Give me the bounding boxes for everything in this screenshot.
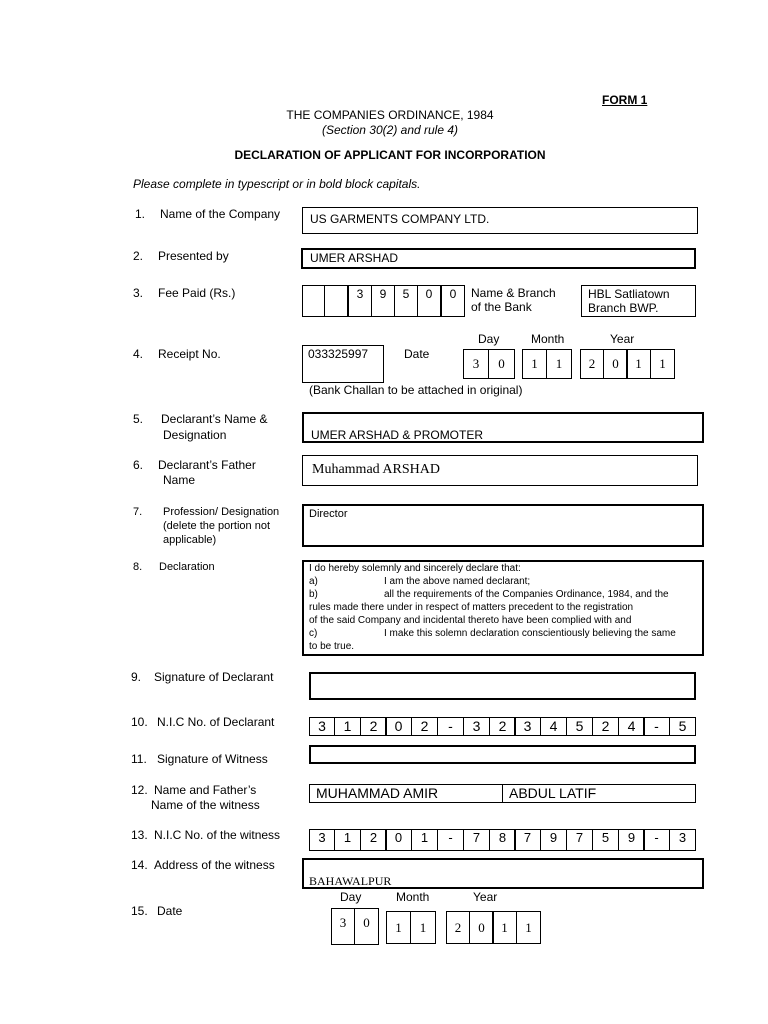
witness-nic-digit-11[interactable]: 7: [566, 829, 593, 851]
receipt-day-label: Day: [478, 332, 500, 346]
witness-nic-digit-13[interactable]: 9: [618, 829, 645, 851]
date-year-digit-3[interactable]: 1: [492, 911, 517, 944]
field-1-label: Name of the Company: [160, 207, 281, 221]
witness-nic-digit-1[interactable]: 3: [309, 829, 335, 851]
field-12-label-line-2: Name of the witness: [151, 798, 260, 812]
declaration-c-key: c): [309, 628, 318, 639]
declarant-nic-digit-11[interactable]: 5: [566, 717, 593, 736]
field-6-number: 6.: [133, 458, 144, 472]
date-day-digit-1[interactable]: 3: [331, 908, 355, 945]
declarant-nic-cells[interactable]: [309, 717, 696, 736]
date-year-digit-1[interactable]: 2: [446, 911, 470, 944]
witness-nic-digit-9[interactable]: 7: [514, 829, 541, 851]
witness-nic-digit-5[interactable]: 1: [411, 829, 438, 851]
witness-nic-digit-4[interactable]: 0: [385, 829, 412, 851]
field-7-label-line-3: applicable): [163, 534, 217, 546]
field-4-number: 4.: [133, 347, 144, 361]
declaration-c-text: I make this solemn declaration conscientiously believing the same: [384, 628, 676, 639]
witness-father-value: ABDUL LATIF: [509, 785, 597, 801]
declarant-nic-digit-8[interactable]: 2: [489, 717, 516, 736]
declarant-name-value: UMER ARSHAD & PROMOTER: [311, 428, 484, 442]
presented-by-field[interactable]: [301, 248, 696, 269]
date-month-digit-1[interactable]: 1: [386, 911, 411, 944]
witness-address-field[interactable]: [302, 858, 704, 889]
date-month-label: Month: [396, 890, 430, 904]
instructions: Please complete in typescript or in bold block capitals.: [133, 177, 421, 191]
receipt-month-cells[interactable]: [522, 349, 572, 379]
field-8-number: 8.: [133, 561, 143, 573]
declarant-name-field[interactable]: [302, 412, 704, 443]
field-7-label-line-2: (delete the portion not: [163, 520, 271, 532]
declaration-a-text: I am the above named declarant;: [384, 576, 531, 587]
receipt-date-label: Date: [404, 347, 430, 361]
field-15-number: 15.: [131, 904, 148, 918]
declarant-nic-digit-13[interactable]: 4: [618, 717, 645, 736]
bank-label-line-1: Name & Branch: [471, 286, 556, 300]
date-year-label: Year: [473, 890, 498, 904]
field-6-label-line-2: Name: [163, 473, 196, 487]
ordinance-title: THE COMPANIES ORDINANCE, 1984: [286, 108, 494, 122]
declarant-signature-field[interactable]: [309, 672, 696, 700]
declarant-father-value: Muhammad ARSHAD: [312, 462, 440, 477]
date-day-digit-2[interactable]: 0: [354, 908, 379, 945]
declarant-nic-digit-10[interactable]: 4: [540, 717, 567, 736]
form-title: DECLARATION OF APPLICANT FOR INCORPORATION: [234, 148, 546, 162]
field-2-label: Presented by: [158, 249, 229, 263]
field-7-label-line-1: Profession/ Designation: [163, 506, 280, 518]
field-3-number: 3.: [133, 286, 144, 300]
fee-digit-3[interactable]: 3: [348, 285, 372, 317]
form-number: FORM 1: [602, 93, 648, 107]
fee-digit-6[interactable]: 0: [417, 285, 441, 317]
bank-challan-note: (Bank Challan to be attached in original): [309, 383, 523, 397]
declarant-nic-digit-12[interactable]: 2: [592, 717, 619, 736]
field-11-label: Signature of Witness: [157, 752, 268, 766]
date-year-cells[interactable]: [446, 911, 540, 944]
bank-branch-line-2: Branch BWP.: [588, 301, 659, 315]
declaration-c-text-2: to be true.: [309, 641, 355, 652]
receipt-month-label: Month: [531, 332, 565, 346]
witness-name-field[interactable]: [309, 784, 503, 803]
declarant-nic-digit-15[interactable]: 5: [669, 717, 696, 736]
presented-by-value: UMER ARSHAD: [310, 251, 399, 265]
field-11-number: 11.: [131, 752, 147, 766]
field-5-label-line-2: Designation: [163, 428, 227, 442]
declarant-nic-digit-5[interactable]: 2: [411, 717, 438, 736]
fee-digit-4[interactable]: 9: [371, 285, 395, 317]
fee-digit-5[interactable]: 5: [394, 285, 418, 317]
section-reference: (Section 30(2) and rule 4): [321, 123, 459, 137]
declarant-nic-digit-3[interactable]: 2: [360, 717, 387, 736]
field-9-number: 9.: [131, 670, 142, 684]
profession-field[interactable]: [302, 504, 704, 547]
fee-digits[interactable]: [302, 285, 465, 317]
company-name-value: US GARMENTS COMPANY LTD.: [310, 212, 490, 226]
fee-digit-2[interactable]: [324, 285, 348, 317]
profession-value: Director: [309, 508, 348, 520]
declarant-nic-digit-6[interactable]: -: [437, 717, 464, 736]
declaration-b-key: b): [309, 589, 318, 600]
date-year-digit-2[interactable]: 0: [469, 911, 494, 944]
date-day-label: Day: [340, 890, 362, 904]
witness-nic-digit-7[interactable]: 7: [463, 829, 490, 851]
field-13-label: N.I.C No. of the witness: [154, 828, 281, 842]
bank-label-line-2: of the Bank: [471, 300, 532, 314]
declarant-nic-digit-2[interactable]: 1: [334, 717, 361, 736]
field-8-label: Declaration: [159, 561, 215, 573]
fee-digit-7[interactable]: 0: [441, 285, 465, 317]
witness-nic-cells[interactable]: [309, 829, 696, 851]
receipt-day-cells[interactable]: [463, 349, 515, 379]
field-3-label: Fee Paid (Rs.): [158, 286, 236, 300]
declarant-nic-digit-9[interactable]: 3: [514, 717, 541, 736]
receipt-day-digit-1[interactable]: 3: [463, 349, 489, 379]
date-month-digit-2[interactable]: 1: [410, 911, 436, 944]
witness-father-field[interactable]: [502, 784, 696, 803]
field-14-number: 14.: [131, 858, 148, 872]
field-5-label-line-1: Declarant’s Name &: [161, 412, 268, 426]
field-7-number: 7.: [133, 506, 143, 518]
field-12-number: 12.: [131, 783, 148, 797]
witness-nic-digit-12[interactable]: 5: [592, 829, 619, 851]
witness-name-value: MUHAMMAD AMIR: [316, 785, 439, 801]
declarant-father-field[interactable]: [302, 455, 698, 486]
declaration-box: [302, 560, 704, 656]
company-name-field[interactable]: [302, 207, 698, 234]
witness-nic-digit-10[interactable]: 9: [540, 829, 567, 851]
witness-nic-digit-3[interactable]: 2: [360, 829, 387, 851]
field-2-number: 2.: [133, 249, 144, 263]
declarant-nic-digit-7[interactable]: 3: [463, 717, 490, 736]
receipt-year-digit-2[interactable]: 0: [603, 349, 628, 379]
field-5-number: 5.: [133, 412, 144, 426]
witness-nic-digit-15[interactable]: 3: [669, 829, 696, 851]
field-13-number: 13.: [131, 828, 148, 842]
field-12-label-line-1: Name and Father’s: [154, 783, 257, 797]
receipt-number-value: 033325997: [308, 347, 369, 361]
field-9-label: Signature of Declarant: [154, 670, 274, 684]
field-10-label: N.I.C No. of Declarant: [157, 715, 275, 729]
date-month-cells[interactable]: [386, 911, 436, 944]
field-14-label: Address of the witness: [154, 858, 275, 872]
witness-nic-digit-6[interactable]: -: [437, 829, 464, 851]
date-day-cells[interactable]: [331, 908, 379, 945]
declaration-intro: I do hereby solemnly and sincerely declare that:: [309, 563, 521, 574]
witness-nic-digit-8[interactable]: 8: [489, 829, 516, 851]
field-10-number: 10.: [131, 715, 148, 729]
date-year-digit-4[interactable]: 1: [516, 911, 541, 944]
field-1-number: 1.: [135, 207, 146, 221]
receipt-number-field[interactable]: [302, 345, 384, 383]
field-15-label: Date: [157, 904, 183, 918]
receipt-year-label: Year: [610, 332, 635, 346]
witness-signature-field[interactable]: [309, 745, 696, 764]
declaration-b-text-2: rules made there under in respect of matters precedent to the registration: [309, 602, 634, 613]
declaration-b-text: all the requirements of the Companies Ordinance, 1984, and the: [384, 589, 669, 600]
bank-branch-field[interactable]: [581, 285, 696, 317]
witness-address-value: BAHAWALPUR: [309, 874, 392, 888]
declarant-nic-digit-14[interactable]: -: [643, 717, 670, 736]
receipt-year-digit-1[interactable]: 2: [580, 349, 604, 379]
receipt-year-cells[interactable]: [580, 349, 674, 379]
receipt-year-digit-3[interactable]: 1: [626, 349, 651, 379]
receipt-day-digit-2[interactable]: 0: [488, 349, 515, 379]
declaration-a-key: a): [309, 576, 318, 587]
receipt-month-digit-2[interactable]: 1: [546, 349, 572, 379]
bank-branch-line-1: HBL Satliatown: [588, 287, 670, 301]
witness-nic-digit-2[interactable]: 1: [334, 829, 361, 851]
field-6-label-line-1: Declarant’s Father: [158, 458, 256, 472]
field-4-label: Receipt No.: [158, 347, 221, 361]
fee-digit-1[interactable]: [302, 285, 325, 317]
declarant-nic-digit-4[interactable]: 0: [385, 717, 412, 736]
witness-nic-digit-14[interactable]: -: [643, 829, 670, 851]
receipt-year-digit-4[interactable]: 1: [650, 349, 675, 379]
declaration-b-text-3: of the said Company and incidental thereto have been complied with and: [309, 615, 632, 626]
declarant-nic-digit-1[interactable]: 3: [309, 717, 335, 736]
receipt-month-digit-1[interactable]: 1: [522, 349, 547, 379]
